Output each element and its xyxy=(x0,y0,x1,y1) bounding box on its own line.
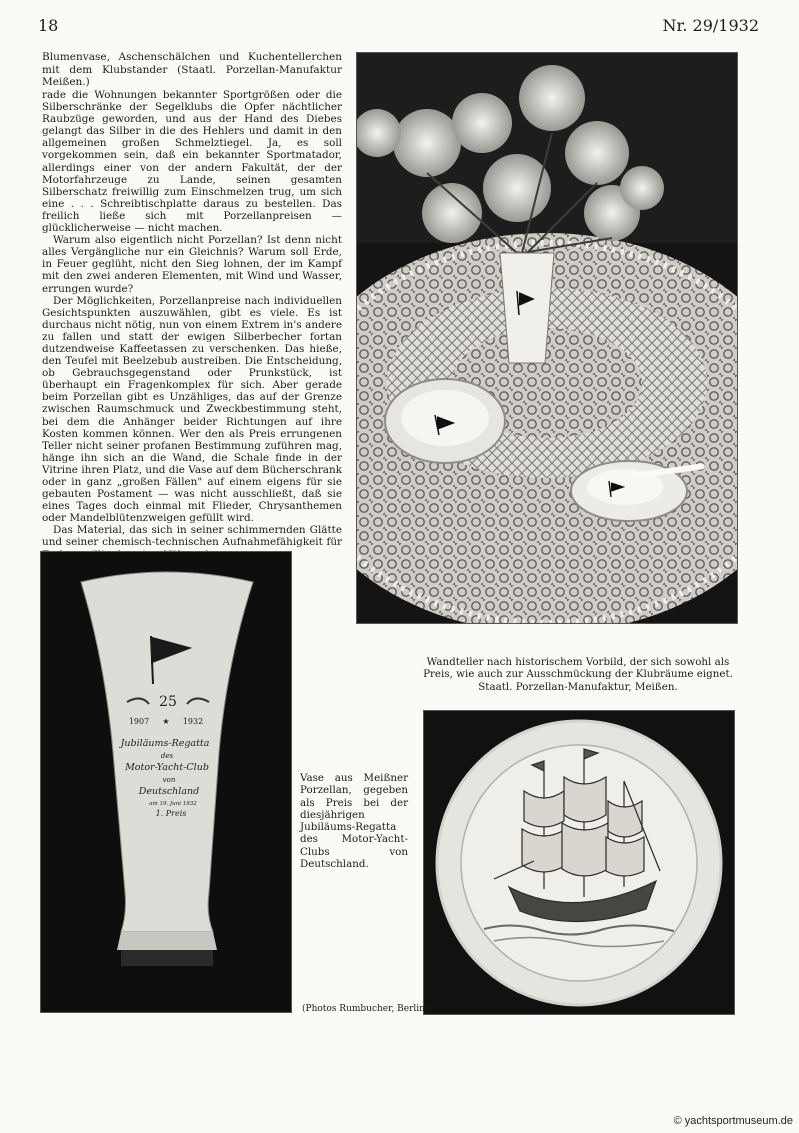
caption-vase: Vase aus Meißner Porzellan, gegeben als Preis bei der diesjährigen Jubiläums-Regatta des Motor-Yacht-Clubs von Deutschland. xyxy=(300,772,408,871)
issue-number: Nr. 29/1932 xyxy=(662,16,759,35)
vase-year-from: 1907 xyxy=(128,717,150,726)
vase-inscription-line: des xyxy=(160,752,174,760)
caption-flowers: Blumenvase, Aschenschälchen und Kuchentellerchen mit dem Klubstander (Staatl. Porzellan-Manufaktur Meißen.) xyxy=(42,51,342,88)
photo-anniversary-vase xyxy=(40,551,292,1013)
article-body xyxy=(42,89,342,561)
photo-credit: (Photos Rumbucher, Berlin) xyxy=(302,1004,429,1014)
vase-star-icon: ★ xyxy=(162,717,170,726)
vase-inscription-line: 1. Preis xyxy=(155,809,187,818)
vase-inscription-line: Deutschland xyxy=(138,786,200,797)
source-watermark: © yachtsportmuseum.de xyxy=(673,1115,793,1127)
article-paragraph: Das Material, das sich in seiner schimmernden Glätte und seiner chemisch-technischen Aufnahmefähigkeit für xyxy=(42,524,342,549)
vase-inscription-line: von xyxy=(162,776,176,784)
article-paragraph: Warum also eigentlich nicht Porzellan? Ist denn nicht alles Vergängliche nur ein Gleichnis? Warum soll Erde, in Feuer geglüht, nicht den Sieg lohnen, der im Kampf mit den zwei anderen Elementen, mit Wind und Wasser, errungen wurde? xyxy=(42,234,342,295)
vase-year-to: 1932 xyxy=(182,717,204,726)
vase-inscription-line: am 19. Juni 1932 xyxy=(149,801,197,807)
page-number: 18 xyxy=(38,16,59,35)
vase-anniversary-number: 25 xyxy=(159,694,177,710)
photo-flower-vase-table xyxy=(356,52,738,624)
article-paragraph: Der Möglichkeiten, Porzellanpreise nach individuellen Gesichtspunkten auszuwählen, gibt es viele. Es ist durchaus nicht nötig, nun von einem Extrem in's andere zu fallen und statt der ewigen Silberbecher fortan dutzendweise Kaffeetassen zu verschenken. Das hieße, den Teufel mit Beelzebub austreiben. Die Entscheidung, ob Gebrauchsgegenstand oder Prunkstück, ist überhaupt ein Fragenkomplex für sich. Aber gerade beim Porzellan gibt es Unzähliges, das auf der Grenze zwischen Raumschmuck und Zweckbestimmung steht, bei dem die Anhänger beider Richtungen auf ihre Kosten kommen können. Wer den als Preis errungenen Teller nicht seiner profanen Bestimmung zuführen mag, hänge ihn sich an die Wand, die Schale finde in der Vitrine ihren Platz, und die Vase auf dem Bücherschrank oder in ganz „großen Fällen" auf einem eigens für sie gebauten Postament — was nicht ausschließt, daß sie eines Tages doch einmal mit Flieder, Chrysanthemen oder Mandelblütenzweigen gefüllt wird. xyxy=(42,294,342,525)
vase-inscription-line: Motor-Yacht-Club xyxy=(125,762,209,773)
vase-inscription-line: Jubiläums-Regatta xyxy=(120,738,210,749)
photo-ship-plate xyxy=(423,710,735,1015)
caption-plate: Wandteller nach historischem Vorbild, der sich sowohl als Preis, wie auch zur Ausschmückung der Klubräume eignet. Staatl. Porzellan-Manufaktur, Meißen. xyxy=(423,656,733,693)
article-paragraph: rade die Wohnungen bekannter Sportgrößen oder die Silberschränke der Segelklubs die Opfer nächtlicher Raubzüge geworden, und aus der Hand des Diebes gelangt das Silber in die des Hehlers und damit in den allgemeinen großen Schmelztiegel. Ja, es soll vorgekommen sein, daß ein bekannter Sportmatador, allerdings einer von der andern Fakultät, der der Motorfahrzeuge zu Lande, seinen gesamten Silberschatz freiwillig zum Einschmelzen trug, um sich eine . . . Schreibtischplatte daraus zu bestellen. Das freilich ließe sich mit Porzellanpreisen — glücklicherweise — nicht machen. xyxy=(42,89,342,235)
